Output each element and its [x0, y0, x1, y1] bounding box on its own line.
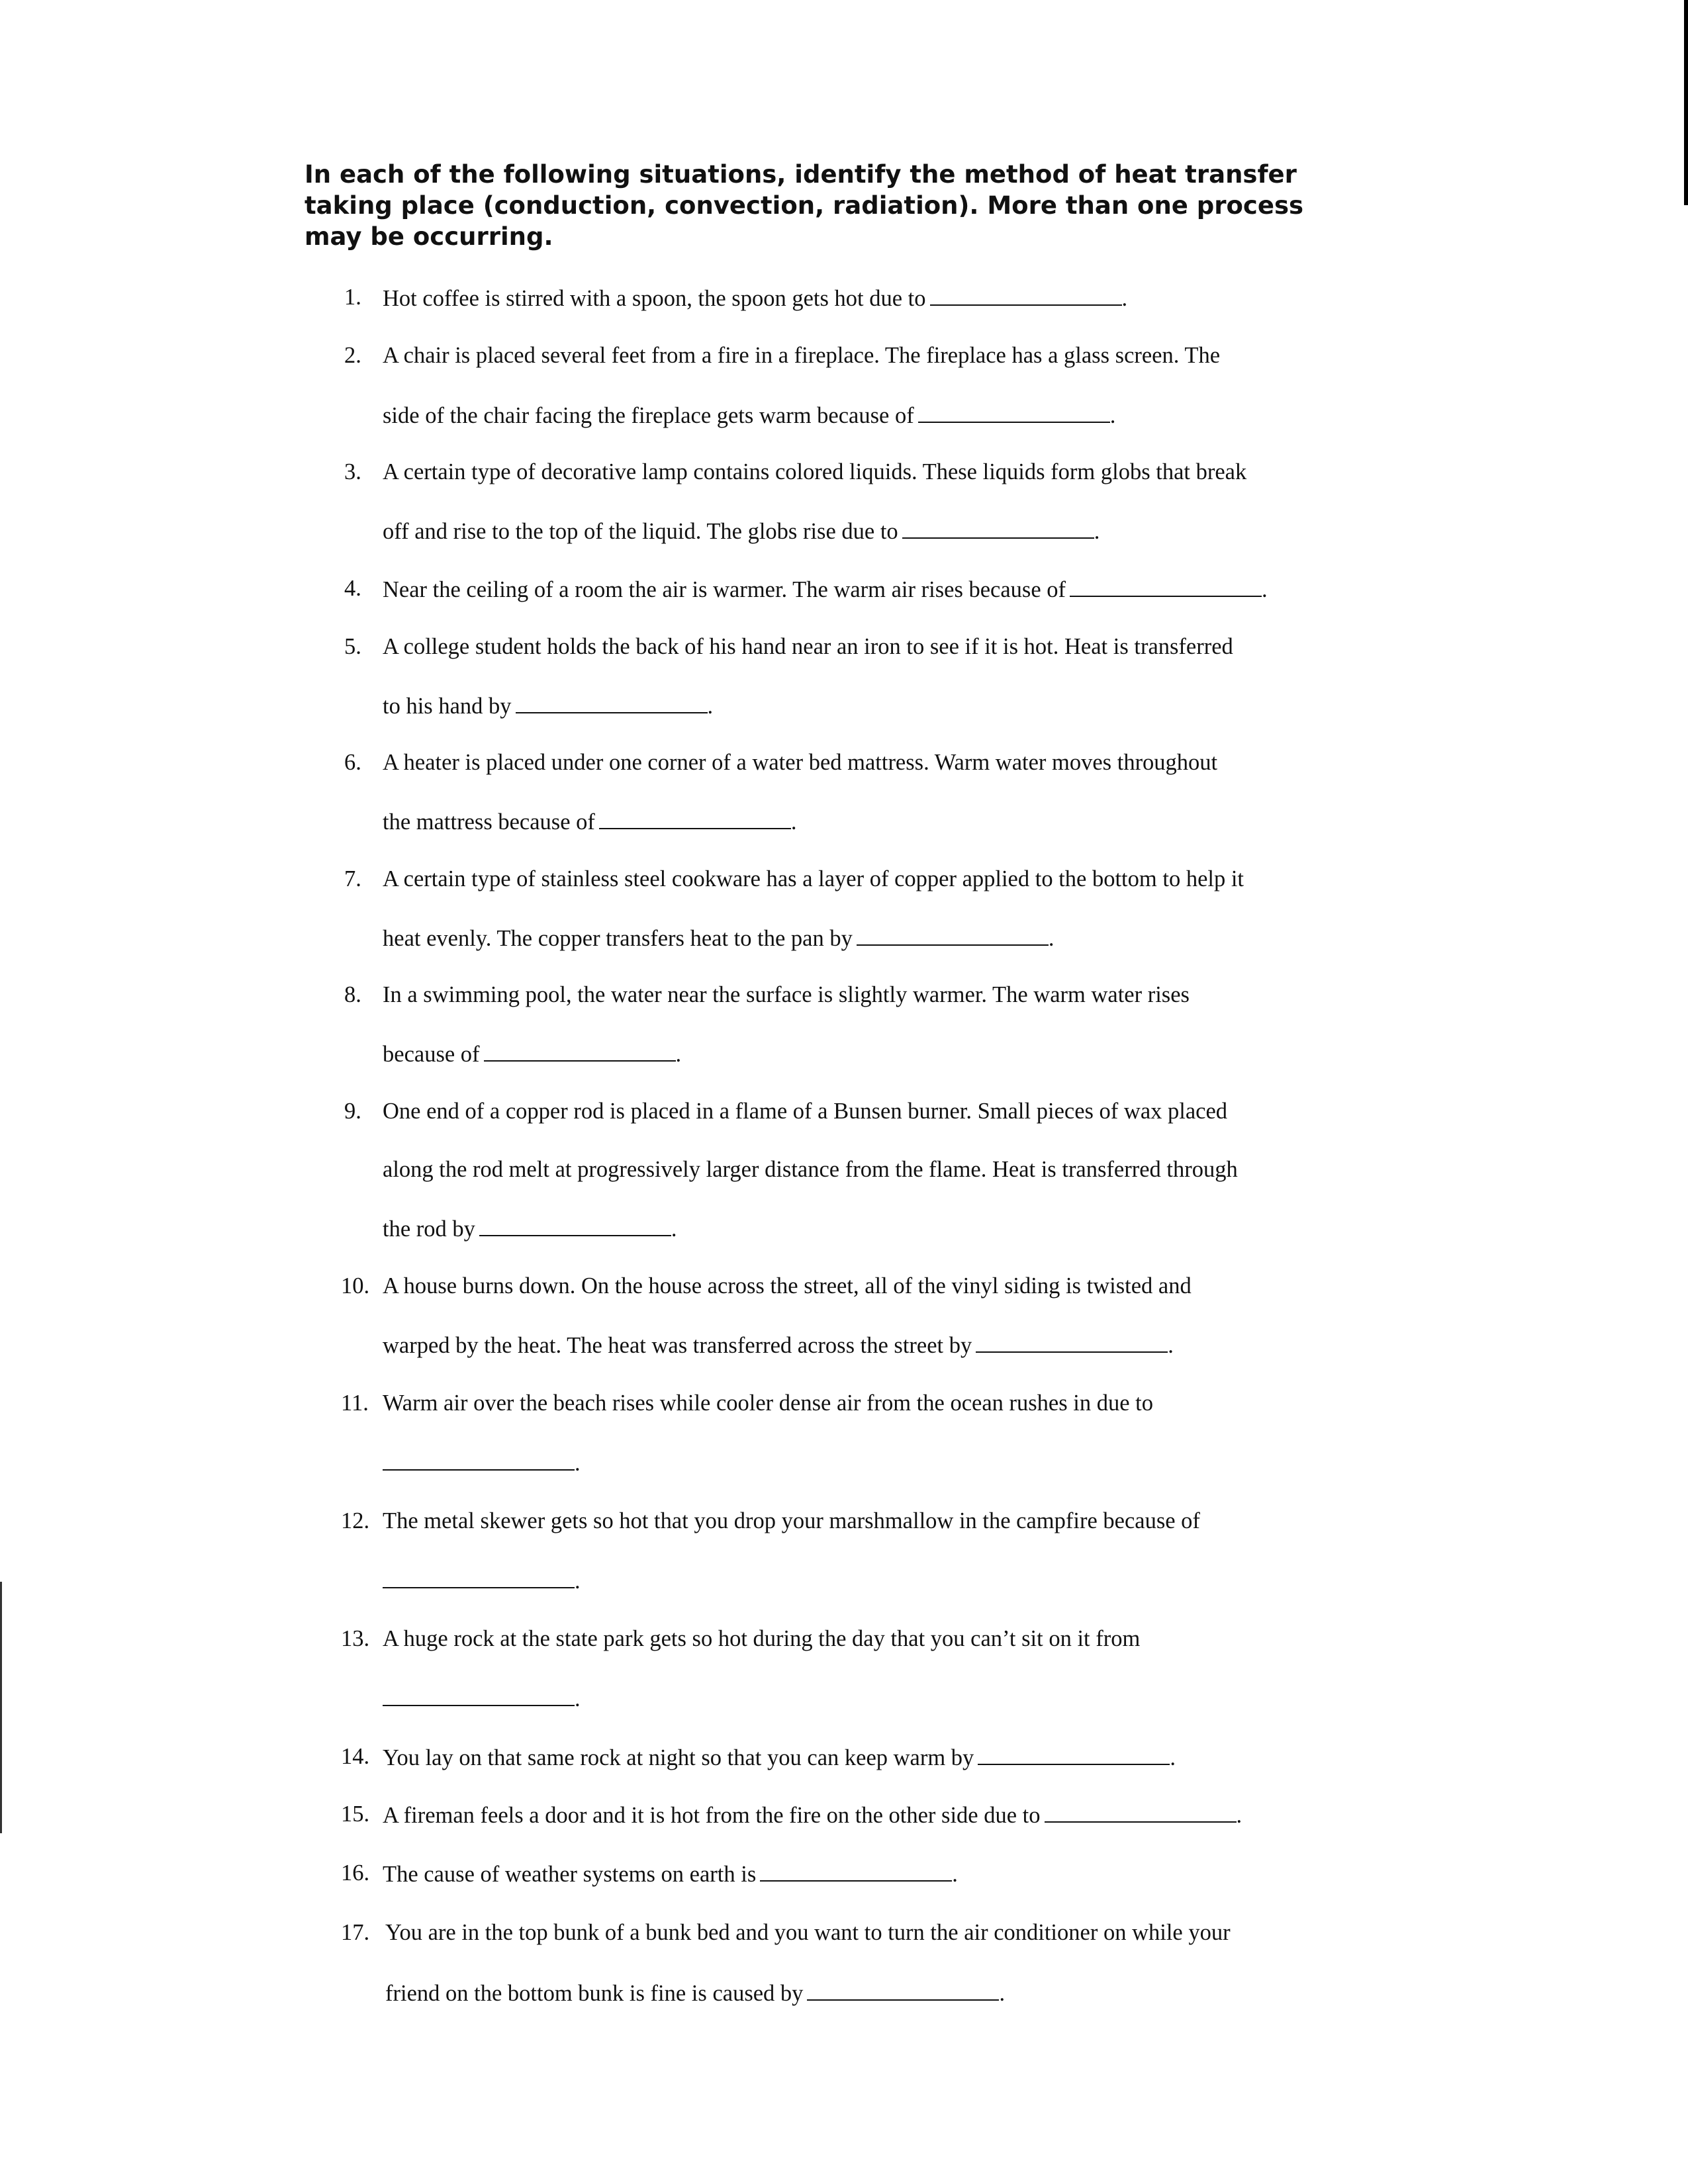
question-text: You are in the top bunk of a bunk bed and you want to turn the air conditioner on while your — [385, 1920, 1231, 1945]
question-text: side of the chair facing the fireplace gets warm because of — [383, 403, 914, 428]
question-line — [383, 808, 797, 835]
blank-period: . — [1121, 286, 1128, 311]
blank-period: . — [1048, 926, 1055, 951]
question-line — [383, 1508, 1200, 1534]
blank-period: . — [575, 1569, 581, 1594]
question-number: 5. — [344, 634, 361, 659]
question-line — [383, 1390, 1153, 1416]
question-text: The metal skewer gets so hot that you drop your marshmallow in the campfire because of — [383, 1508, 1200, 1533]
question-text: Hot coffee is stirred with a spoon, the spoon gets hot due to — [383, 286, 926, 311]
answer-blank[interactable] — [760, 1860, 952, 1882]
question-line — [383, 750, 1217, 776]
question-line — [383, 343, 1220, 369]
question-text: to his hand by — [383, 694, 512, 719]
question-line — [385, 1920, 1231, 1946]
question-text: because of — [383, 1042, 480, 1067]
question-text: the mattress because of — [383, 809, 595, 835]
question-line — [383, 518, 1100, 545]
answer-blank[interactable] — [857, 925, 1049, 946]
question-line — [383, 1040, 681, 1068]
question-text: A certain type of decorative lamp contains colored liquids. These liquids form globs that break — [383, 459, 1247, 484]
question-text: along the rod melt at progressively larger distance from the flame. Heat is transferred through — [383, 1157, 1238, 1182]
answer-blank[interactable] — [484, 1040, 676, 1062]
question-line — [383, 402, 1115, 429]
question-text: Warm air over the beach rises while cooler dense air from the ocean rushes in due to — [383, 1390, 1154, 1416]
question-text: the rod by — [383, 1216, 475, 1242]
question-text: One end of a copper rod is placed in a flame of a Bunsen burner. Small pieces of wax placed — [383, 1099, 1228, 1124]
question-line — [383, 1567, 581, 1594]
blank-period: . — [1168, 1333, 1174, 1358]
question-number: 8. — [344, 982, 361, 1007]
answer-blank[interactable] — [383, 1449, 575, 1471]
question-text: A certain type of stainless steel cookware has a layer of copper applied to the bottom to help it — [383, 866, 1244, 891]
question-line — [383, 925, 1054, 952]
question-line — [383, 1801, 1242, 1829]
answer-blank[interactable] — [930, 285, 1122, 306]
question-text: A heater is placed under one corner of a water bed mattress. Warm water moves throughout — [383, 750, 1218, 775]
answer-blank[interactable] — [1045, 1801, 1237, 1823]
question-text: The cause of weather systems on earth is — [383, 1862, 757, 1887]
question-line — [383, 982, 1190, 1008]
blank-period: . — [1170, 1745, 1176, 1770]
answer-blank[interactable] — [383, 1685, 575, 1706]
answer-blank[interactable] — [516, 692, 708, 713]
question-line — [383, 285, 1127, 312]
question-text: A fireman feels a door and it is hot from the fire on the other side due to — [383, 1803, 1041, 1828]
question-number: 3. — [344, 459, 361, 484]
blank-period: . — [1262, 577, 1268, 602]
blank-period: . — [790, 809, 797, 835]
answer-blank[interactable] — [807, 1979, 999, 2001]
question-text: In a swimming pool, the water near the surface is slightly warmer. The warm water rises — [383, 982, 1190, 1007]
instructions-heading: In each of the following situations, identify the method of heat transfer taking place (conduction, convection, radiation). More than one process may be occurring. — [305, 160, 1303, 251]
question-line — [383, 1685, 581, 1712]
blank-period: . — [675, 1042, 682, 1067]
question-text: You lay on that same rock at night so that you can keep warm by — [383, 1745, 974, 1770]
question-line — [383, 1744, 1176, 1771]
question-text: A huge rock at the state park gets so hot during the day that you can’t sit on it from — [383, 1626, 1141, 1651]
question-number: 1. — [344, 285, 361, 310]
answer-blank[interactable] — [1070, 576, 1262, 597]
question-text: Near the ceiling of a room the air is warmer. The warm air rises because of — [383, 577, 1066, 602]
question-text: off and rise to the top of the liquid. The globs rise due to — [383, 519, 898, 544]
question-line — [383, 1099, 1227, 1124]
question-text: A college student holds the back of his hand near an iron to see if it is hot. Heat is transferred — [383, 634, 1233, 659]
question-line — [383, 1215, 677, 1242]
question-line — [383, 1157, 1238, 1183]
question-number: 6. — [344, 750, 361, 775]
question-line — [383, 1449, 581, 1477]
question-number: 11. — [341, 1390, 369, 1416]
question-number: 14. — [341, 1744, 370, 1769]
question-line — [383, 459, 1246, 485]
blank-period: . — [952, 1862, 958, 1887]
blank-period: . — [1109, 403, 1116, 428]
question-text: warped by the heat. The heat was transferred across the street by — [383, 1333, 972, 1358]
question-text: friend on the bottom bunk is fine is caused by — [385, 1981, 804, 2006]
blank-period: . — [575, 1451, 581, 1476]
blank-period: . — [1236, 1803, 1243, 1828]
blank-period: . — [575, 1686, 581, 1711]
answer-blank[interactable] — [978, 1744, 1170, 1765]
question-line — [385, 1979, 1005, 2007]
question-number: 12. — [341, 1508, 370, 1533]
question-number: 7. — [344, 866, 361, 891]
question-number: 2. — [344, 343, 361, 368]
question-number: 9. — [344, 1099, 361, 1124]
question-line — [383, 634, 1233, 660]
question-line — [383, 1860, 958, 1888]
question-line — [383, 866, 1244, 892]
answer-blank[interactable] — [479, 1215, 671, 1236]
blank-period: . — [999, 1981, 1006, 2006]
question-line — [383, 1273, 1192, 1299]
answer-blank[interactable] — [599, 808, 791, 829]
question-text: heat evenly. The copper transfers heat to the pan by — [383, 926, 853, 951]
question-text: A house burns down. On the house across the street, all of the vinyl siding is twisted and — [383, 1273, 1192, 1298]
blank-period: . — [671, 1216, 677, 1242]
question-line — [383, 576, 1268, 603]
question-number: 13. — [341, 1626, 370, 1651]
answer-blank[interactable] — [976, 1332, 1168, 1353]
question-number: 4. — [344, 576, 361, 601]
answer-blank[interactable] — [918, 402, 1110, 423]
question-number: 16. — [341, 1860, 370, 1886]
question-number: 10. — [341, 1273, 370, 1298]
question-line — [383, 692, 713, 719]
answer-blank[interactable] — [902, 518, 1094, 539]
question-line — [383, 1626, 1140, 1652]
answer-blank[interactable] — [383, 1567, 575, 1588]
question-number: 17. — [341, 1920, 370, 1945]
question-line — [383, 1332, 1174, 1359]
blank-period: . — [707, 694, 714, 719]
question-text: A chair is placed several feet from a fire in a fireplace. The fireplace has a glass screen. The — [383, 343, 1221, 368]
blank-period: . — [1094, 519, 1100, 544]
question-number: 15. — [341, 1801, 370, 1827]
